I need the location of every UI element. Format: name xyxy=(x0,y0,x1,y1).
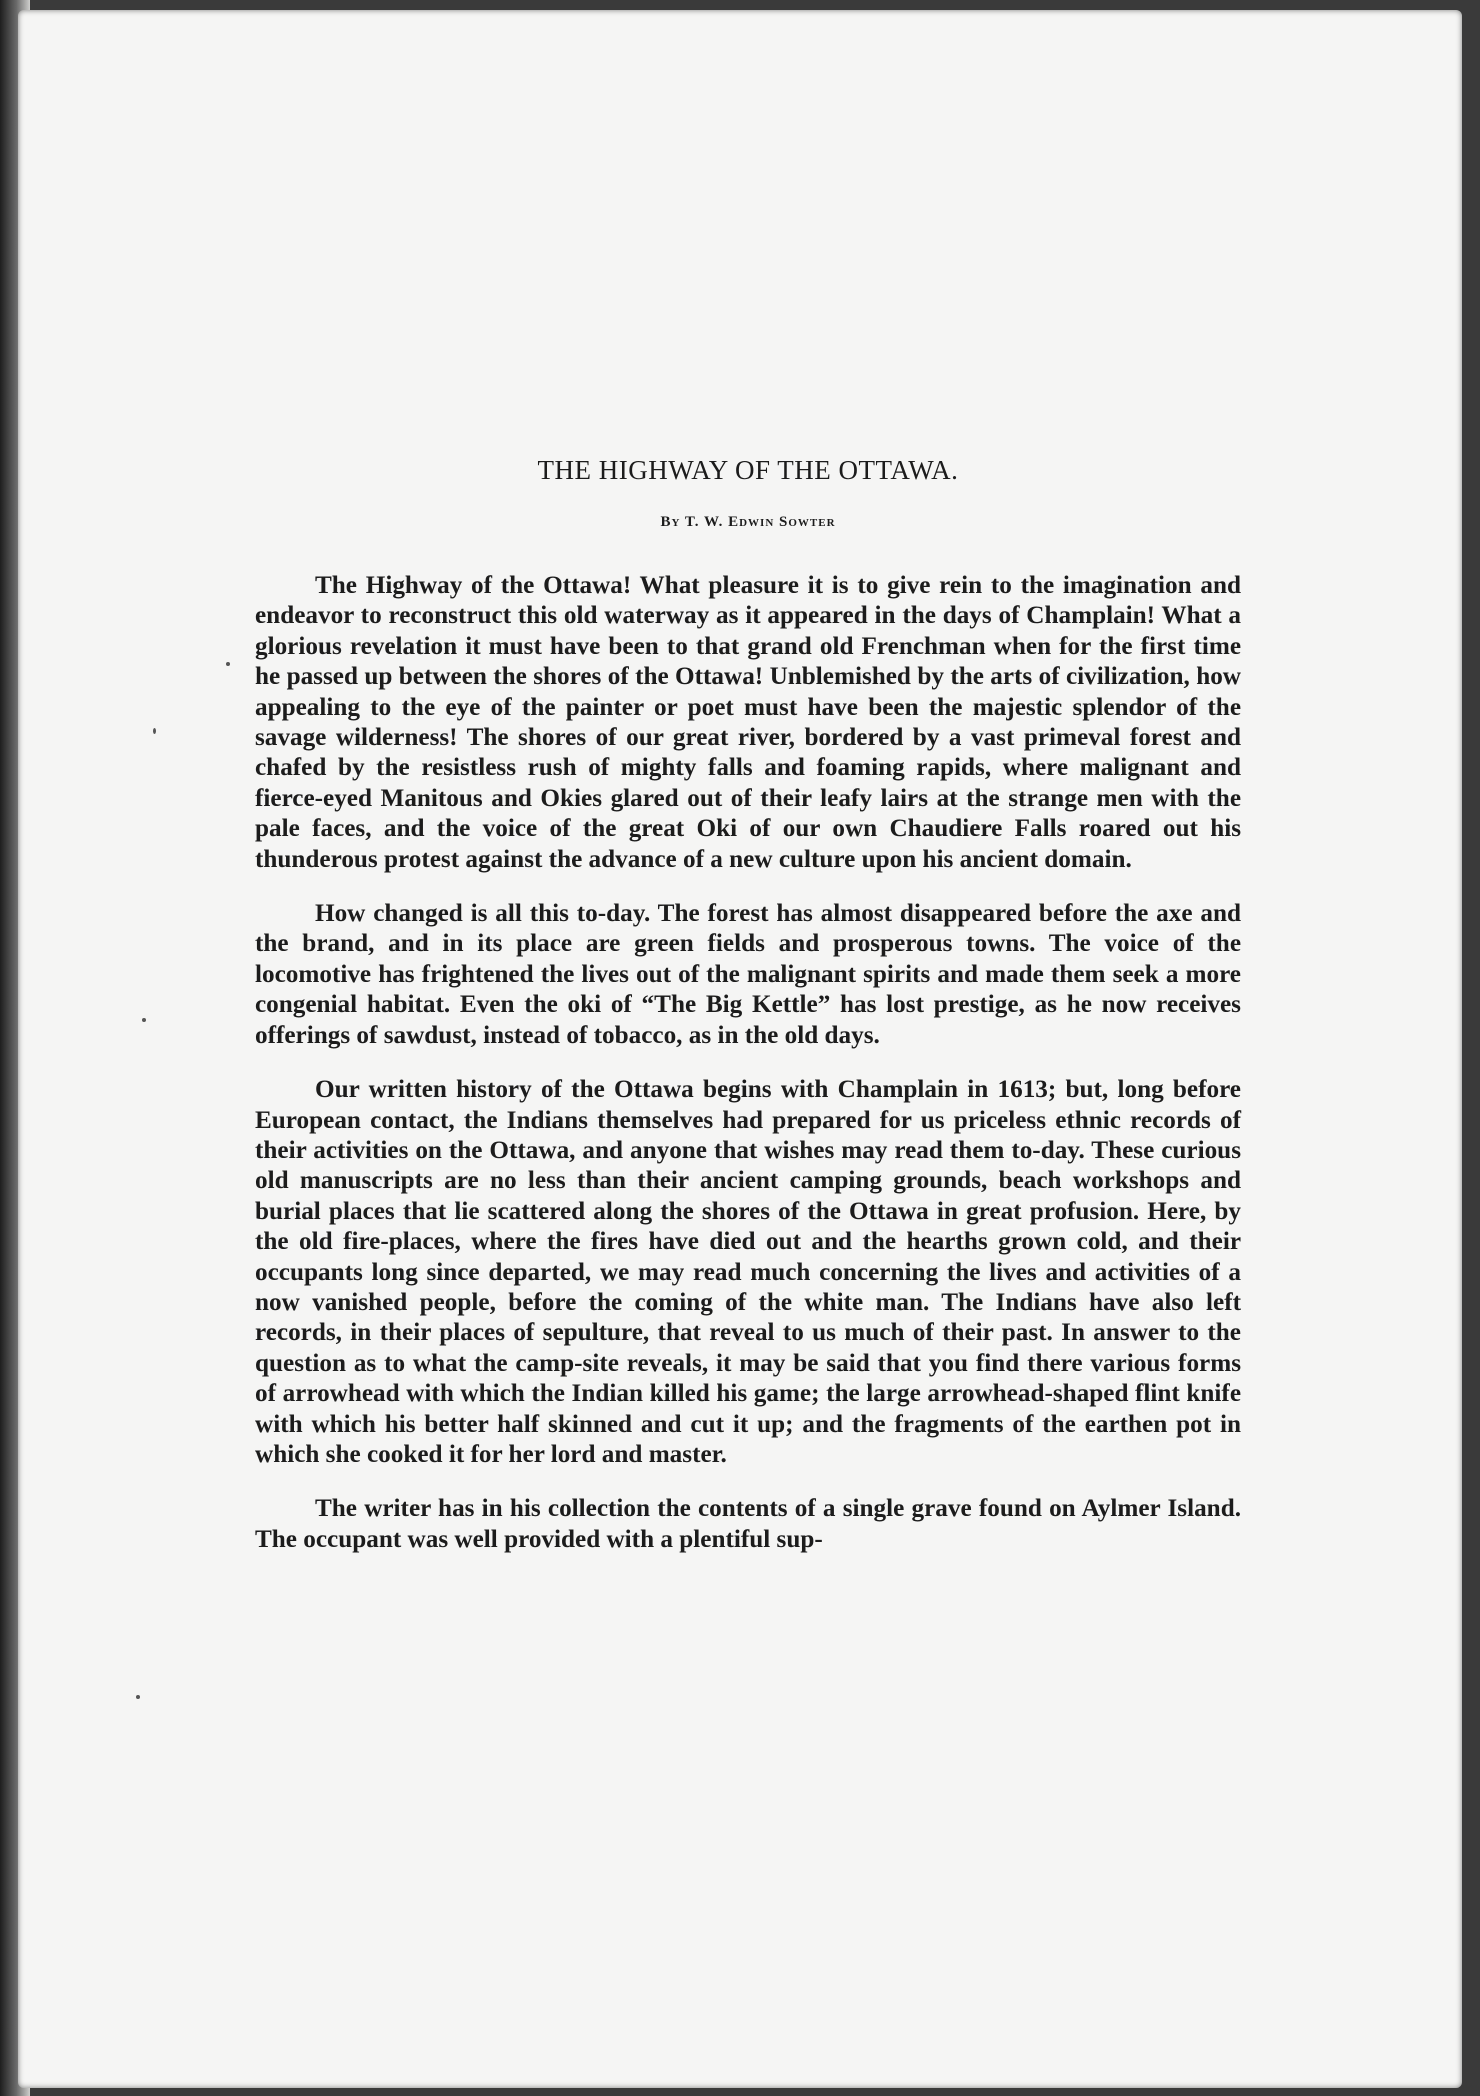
paper-speck xyxy=(136,1695,140,1699)
paper-speck xyxy=(226,662,230,666)
article xyxy=(255,455,1241,1579)
article-byline: By T. W. Edwin Sowter xyxy=(660,514,836,530)
paper-speck xyxy=(142,1018,146,1022)
article-title: THE HIGHWAY OF THE OTTAWA. xyxy=(537,455,959,485)
paragraph: How changed is all this to-day. The forest has almost disappeared before the axe and the brand, and in its place are green fields and prosperous towns. The voice of the locomotive has frightened the lives out of the malignant spirits and made them seek a more congenial habitat. Even the oki of “The Big Kettle” has lost prestige, as he now receives offerings of sawdust, instead of tobacco, as in the old days. xyxy=(255,900,1241,1049)
paragraph: The writer has in his collection the contents of a single grave found on Aylmer Island. The occupant was well provided with a plentiful sup- xyxy=(255,1495,1241,1553)
paragraph: The Highway of the Ottawa! What pleasure it is to give rein to the imagination and endeavor to reconstruct this old waterway as it appeared in the days of Champlain! What a glorious revelation it must have been to that grand old Frenchman when for the first time he passed up between the shores of the Ottawa! Unblemished by the arts of civilization, how appealing to the eye of the painter or poet must have been the majestic splendor of the savage wilderness! The shores of our great river, bordered by a vast primeval forest and chafed by the resistless rush of mighty falls and foaming rapids, where malignant and fierce-eyed Manitous and Okies glared out of their leafy lairs at the strange men with the pale faces, and the voice of the great Oki of our own Chaudiere Falls roared out his thunderous protest against the advance of a new culture upon his ancient domain. xyxy=(255,572,1241,873)
paragraph: Our written history of the Ottawa begins with Champlain in 1613; but, long before European contact, the Indians themselves had prepared for us priceless ethnic records of their activities on the Ottawa, and anyone that wishes may read them to-day. These curious old manuscripts are no less than their ancient camping grounds, beach workshops and burial places that lie scattered along the shores of the Ottawa in great profusion. Here, by the old fire-places, where the fires have died out and the hearths grown cold, and their occupants long since departed, we may read much concerning the lives and activities of a now vanished people, before the coming of the white man. The Indians have also left records, in their places of sepulture, that reveal to us much of their past. In answer to the question as to what the camp-site reveals, it may be said that you find there various forms of arrowhead with which the Indian killed his game; the large arrowhead-shaped flint knife with which his better half skinned and cut it up; and the fragments of the earthen pot in which she cooked it for her lord and master. xyxy=(255,1076,1241,1468)
paper-speck xyxy=(153,728,156,734)
